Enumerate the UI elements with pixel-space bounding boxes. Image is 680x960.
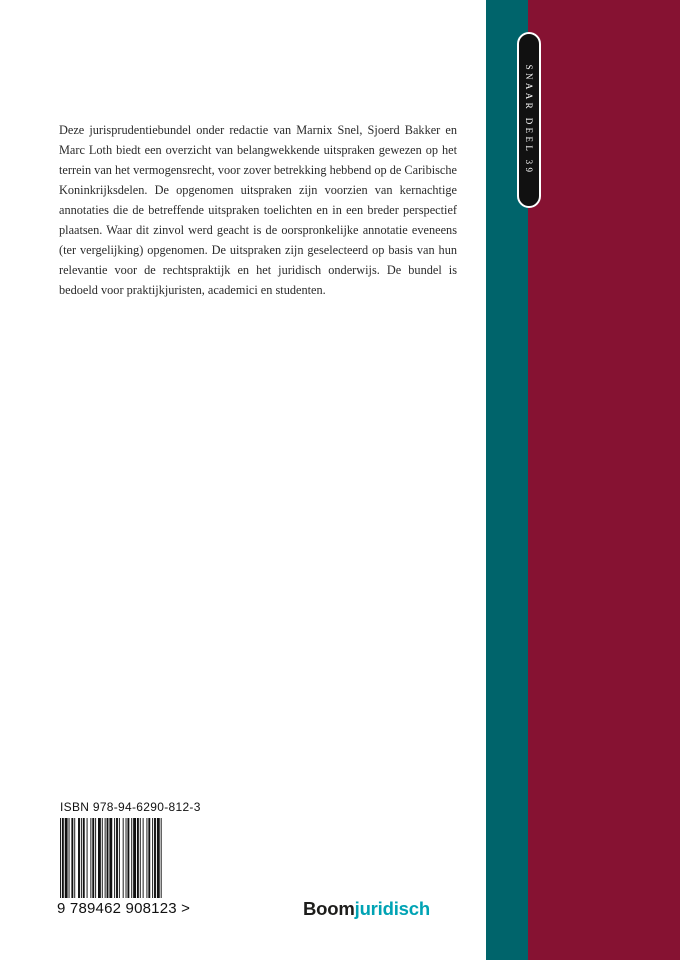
barcode-bar (126, 818, 127, 898)
barcode-digits: 9 789462 908123 > (57, 900, 191, 917)
barcode-bar (140, 818, 141, 898)
barcode-bar (116, 818, 118, 898)
barcode-bar (65, 818, 68, 898)
barcode-bar (102, 818, 103, 898)
barcode-bar (131, 818, 132, 898)
barcode-bar (146, 818, 147, 898)
barcode-bar (143, 818, 144, 898)
series-label-badge (517, 32, 541, 208)
barcode-bar (133, 818, 136, 898)
barcode-bar (60, 818, 61, 898)
barcode-bar (90, 818, 91, 898)
barcode-bar (127, 818, 129, 898)
barcode-bar (105, 818, 106, 898)
barcode-bar (69, 818, 70, 898)
barcode-bar (157, 818, 160, 898)
barcode-bar (62, 818, 64, 898)
publisher-logo (303, 898, 430, 920)
isbn-barcode (58, 818, 198, 910)
publisher-logo-part2: juridisch (354, 898, 430, 919)
barcode-bar (95, 818, 96, 898)
barcode-bar (152, 818, 153, 898)
barcode-bar (119, 818, 120, 898)
barcode-bar (107, 818, 109, 898)
barcode-bar (78, 818, 80, 898)
barcode-bar (74, 818, 75, 898)
barcode-bar (92, 818, 94, 898)
barcode-bar (109, 818, 112, 898)
barcode-bar (148, 818, 150, 898)
publisher-logo-part1: Boom (303, 898, 355, 919)
back-cover-blurb: Deze jurisprudentiebundel onder redactie van Marnix Snel, Sjoerd Bakker en Marc Loth biedt een overzicht van belangwekkende uitspraken gewezen op het terrein van het vermogensrecht, voor zover betrekking hebbend op de Caribische Koninkrijksdelen. De opgenomen uitspraken zijn voorzien van kernachtige annotaties die de betreffende uitspraken toelichten en in een breder perspectief plaatsen. Waar dit zinvol werd geacht is de oorspronkelijke annotatie eveneens (ter vergelijking) opgenomen. De uitspraken zijn geselecteerd op basis van hun relevantie voor de rechtspraktijk en het juridisch onderwijs. De bundel is bedoeld voor praktijkjuristen, academici en studenten. (59, 123, 457, 297)
barcode-bar (83, 818, 85, 898)
barcode-bar (161, 818, 162, 898)
barcode-bar (137, 818, 139, 898)
barcode-bar (98, 818, 101, 898)
barcode-bar (114, 818, 115, 898)
barcode-bar (87, 818, 88, 898)
barcode-bar (154, 818, 156, 898)
isbn-label: ISBN 978-94-6290-812-3 (60, 800, 201, 814)
spine-maroon-band (528, 0, 680, 960)
barcode-bar (81, 818, 82, 898)
barcode-bar (71, 818, 73, 898)
series-label-text: SNAAR DEEL 39 (524, 64, 534, 176)
barcode-bar (123, 818, 124, 898)
